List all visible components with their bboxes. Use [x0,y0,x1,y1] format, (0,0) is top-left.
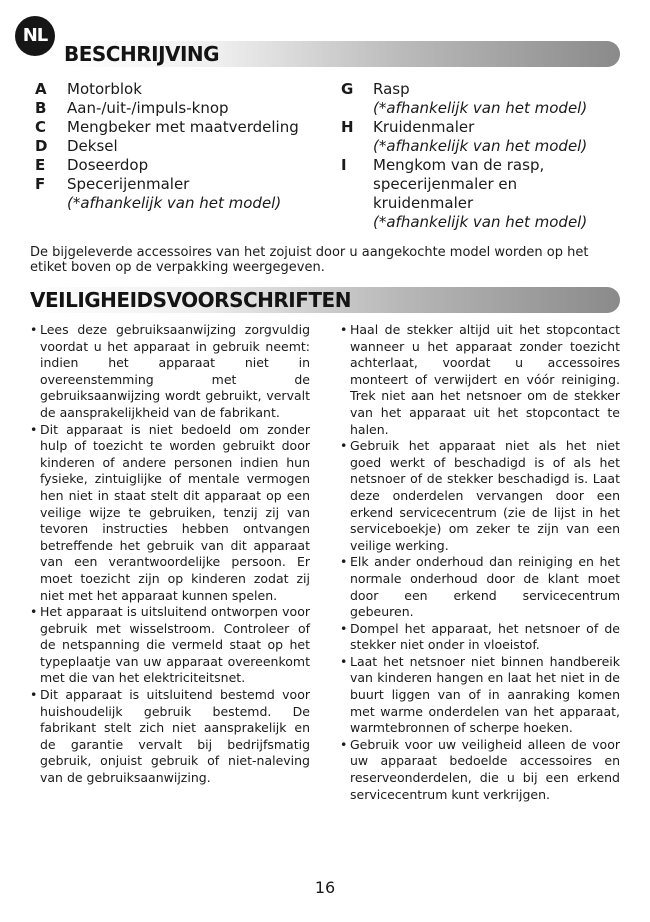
page-number: 16 [314,878,336,897]
part-item [341,118,626,156]
part-item [35,99,335,118]
safety-bullet: • Dit apparaat is uitsluitend bestemd voor huishoudelijk gebruik bestemd. De fabrikant stelt zich niet aansprakelijk en de garantie vervalt bij bedrijfsmatig gebruik, onjuist gebruik of niet-naleving van de gebruiksaanwijzing. [30,687,310,787]
part-item [341,80,626,118]
part-label: Specerijenmaler [67,175,190,193]
part-label: Mengkom van de rasp, specerijenmaler en kruidenmaler [373,156,545,212]
language-badge: NL [15,16,55,56]
safety-column-right [340,322,620,803]
part-item [35,137,335,156]
part-letter: F [35,175,46,193]
safety-bullet: • Elk ander onderhoud dan reiniging en het normale onderhoud door de klant moet door een erkend servicecentrum gebeuren. [340,554,620,620]
part-note: (*afhankelijk van het model) [373,137,588,155]
part-item [35,156,335,175]
part-label: Doseerdop [67,156,149,174]
part-letter: I [341,156,347,174]
part-letter: C [35,118,47,136]
part-note: (*afhankelijk van het model) [67,194,282,212]
section-title-safety: VEILIGHEIDSVOORSCHRIFTEN [30,288,351,312]
part-label: Mengbeker met maatverdeling [67,118,299,136]
part-label: Rasp [373,80,410,98]
part-label: Kruidenmaler [373,118,475,136]
safety-bullet: • Haal de stekker altijd uit het stopcontact wanneer u het apparaat zonder toezicht achterlaat, voordat u accessoires monteert of verwijdert en vóór reiniging. Trek niet aan het netsnoer om de stekker van het apparaat uit het stopcontact te halen. [340,322,620,438]
part-note: (*afhankelijk van het model) [373,99,588,117]
part-label: Aan-/uit-/impuls-knop [67,99,229,117]
safety-bullet: • Gebruik het apparaat niet als het niet goed werkt of beschadigd is of als het netsnoer of de stekker beschadigd is. Laat deze onderdelen vervangen door een erkend servicecentrum (zie de lijst in het serviceboekje) om zeker te zijn van een veilige werking. [340,438,620,554]
safety-bullet: • Laat het netsnoer niet binnen handbereik van kinderen hangen en laat het niet in de buurt liggen van of in aanraking komen met warme onderdelen van het apparaat, warmtebronnen of scherpe hoeken. [340,654,620,737]
part-letter: E [35,156,46,174]
part-item [35,80,335,99]
part-letter: A [35,80,47,98]
part-label: Deksel [67,137,118,155]
part-item [35,118,335,137]
section-title-description: BESCHRIJVING [64,42,220,66]
parts-list-right [341,80,626,232]
parts-list-left [35,80,335,213]
part-label: Motorblok [67,80,142,98]
part-note: (*afhankelijk van het model) [373,213,588,231]
part-item [35,175,335,213]
safety-column-left [30,322,310,787]
part-letter: G [341,80,354,98]
part-letter: H [341,118,354,136]
safety-bullet: • Gebruik voor uw veiligheid alleen de voor uw apparaat bedoelde accessoires en reserveonderdelen, die u bij een erkend servicecentrum kunt verkrijgen. [340,737,620,803]
safety-bullet: • Het apparaat is uitsluitend ontworpen voor gebruik met wisselstroom. Controleer of de netspanning die vermeld staat op het typeplaatje van uw apparaat overeenkomt met die van het elektriciteitsnet. [30,604,310,687]
part-letter: B [35,99,47,117]
part-item [341,156,626,232]
safety-bullet: • Dompel het apparaat, het netsnoer of de stekker niet onder in vloeistof. [340,621,620,654]
safety-bullet: • Lees deze gebruiksaanwijzing zorgvuldig voordat u het apparaat in gebruik neemt: indien het apparaat niet in overeenstemming met de gebruiksaanwijzing wordt gebruikt, vervalt de aansprakelijkheid van de fabrikant. [30,322,310,422]
part-letter: D [35,137,48,155]
safety-bullet: • Dit apparaat is niet bedoeld om zonder hulp of toezicht te worden gebruikt door kinderen of andere personen indien hun fysieke, zintuiglijke of mentale vermogen hen niet in staat stelt dit apparaat op een veilige wijze te gebruiken, tenzij zij van tevoren instructies hebben ontvangen betreffende het gebruik van dit apparaat van een verantwoordelijke persoon. Er moet toezicht zijn op kinderen zodat zij niet met het apparaat kunnen spelen. [30,422,310,605]
accessories-note: De bijgeleverde accessoires van het zojuist door u aangekochte model worden op het etiket boven op de verpakking weergegeven. [30,245,589,275]
